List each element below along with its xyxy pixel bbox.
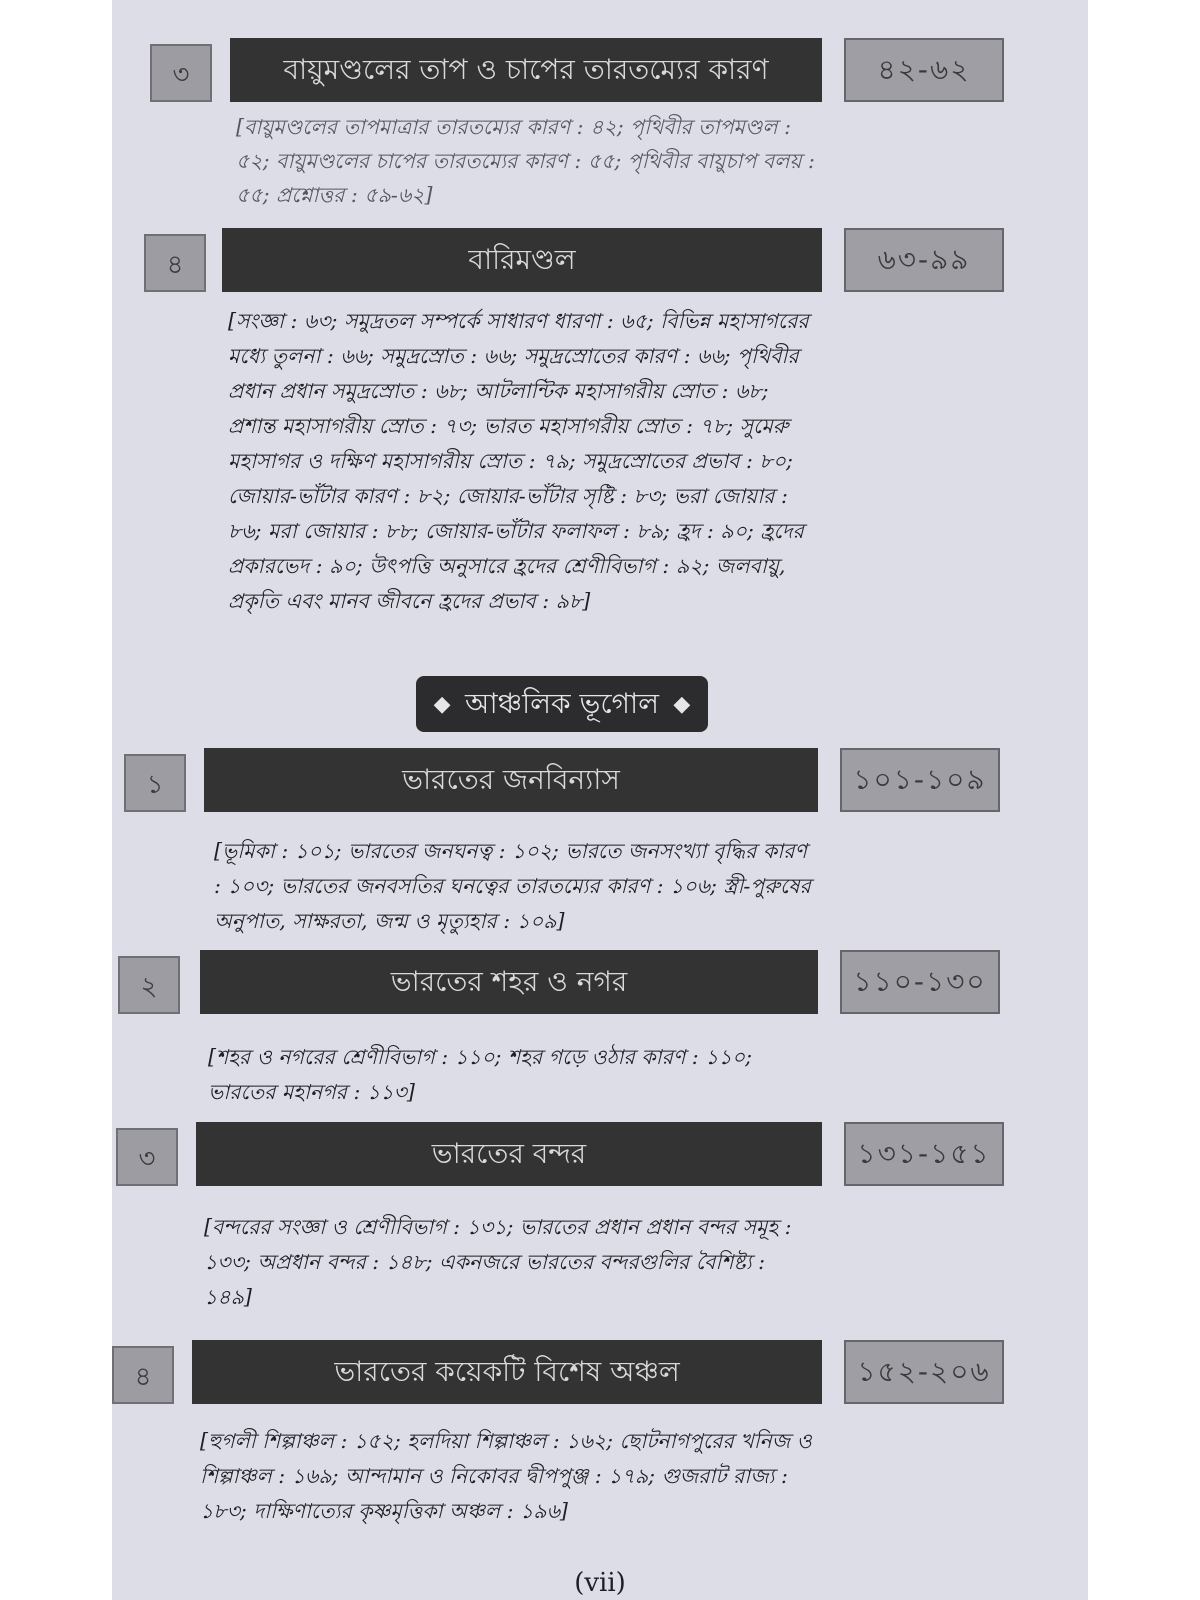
chapter-title[interactable]: ভারতের জনবিন্যাস	[204, 748, 818, 812]
section-divider-title: আঞ্চলিক ভূগোল	[465, 687, 659, 720]
page-number: (vii)	[574, 1568, 626, 1598]
chapter-number: ৩	[116, 1128, 178, 1186]
toc-entry	[112, 748, 1088, 933]
chapter-number: ১	[124, 754, 186, 812]
chapter-number: ৪	[112, 1346, 174, 1404]
page-range: ১০১-১০৯	[840, 748, 1000, 812]
chapter-contents: [হুগলী শিল্পাঞ্চল : ১৫২; হলদিয়া শিল্পাঞ্চল : ১৬২; ছোটনাগপুরের খনিজ ও শিল্পাঞ্চল : ১৬৯; আন্দামান ও নিকোবর দ্বীপপুঞ্জ : ১৭৯; গুজরাট রাজ্য : ১৮৩; দাক্ষিণাত্যের কৃষ্ণমৃত্তিকা অঞ্চল : ১৯৬]	[200, 1429, 812, 1523]
page-range: ১৩১-১৫১	[844, 1122, 1004, 1186]
toc-entry	[112, 950, 1088, 1104]
chapter-contents: [শহর ও নগরের শ্রেণীবিভাগ : ১১০; শহর গড়ে ওঠার কারণ : ১১০; ভারতের মহানগর : ১১৩]	[208, 1045, 753, 1104]
toc-page	[112, 0, 1088, 1600]
chapter-contents: [বায়ুমণ্ডলের তাপমাত্রার তারতম্যের কারণ : ৪২; পৃথিবীর তাপমণ্ডল : ৫২; বায়ুমণ্ডলের চাপের তারতম্যের কারণ : ৫৫; পৃথিবীর বায়ুচাপ বলয় : ৫৫; প্রশ্নোত্তর : ৫৯-৬২]	[236, 115, 815, 207]
page-range: ১১০-১৩০	[840, 950, 1000, 1014]
chapter-number: ২	[118, 956, 180, 1014]
chapter-contents: [বন্দরের সংজ্ঞা ও শ্রেণীবিভাগ : ১৩১; ভারতের প্রধান প্রধান বন্দর সমূহ : ১৩৩; অপ্রধান বন্দর : ১৪৮; একনজরে ভারতের বন্দরগুলির বৈশিষ্ট্য : ১৪৯]	[204, 1215, 792, 1309]
chapter-title[interactable]: বারিমণ্ডল	[222, 228, 822, 292]
section-divider	[416, 676, 708, 732]
page-range: ১৫২-২০৬	[844, 1340, 1004, 1404]
chapter-contents: [সংজ্ঞা : ৬৩; সমুদ্রতল সম্পর্কে সাধারণ ধারণা : ৬৫; বিভিন্ন মহাসাগরের মধ্যে তুলনা : ৬৬; সমুদ্রস্রোত : ৬৬; সমুদ্রস্রোতের কারণ : ৬৬; পৃথিবীর প্রধান প্রধান সমুদ্রস্রোত : ৬৮; আটলান্টিক মহাসাগরীয় স্রোত : ৬৮; প্রশান্ত মহাসাগরীয় স্রোত : ৭৩; ভারত মহাসাগরীয় স্রোত : ৭৮; সুমেরু মহাসাগর ও দক্ষিণ মহাসাগরীয় স্রোত : ৭৯; সমুদ্রস্রোতের প্রভাব : ৮০; জোয়ার-ভাঁটার কারণ : ৮২; জোয়ার-ভাঁটার সৃষ্টি : ৮৩; ভরা জোয়ার : ৮৬; মরা জোয়ার : ৮৮; জোয়ার-ভাঁটার ফলাফল : ৮৯; হ্রদ : ৯০; হ্রদের প্রকারভেদ : ৯০; উৎপত্তি অনুসারে হ্রদের শ্রেণীবিভাগ : ৯২; জলবায়ু, প্রকৃতি এবং মানব জীবনে হ্রদের প্রভাব : ৯৮]	[228, 309, 809, 613]
india-map-icon: ◆	[673, 692, 691, 717]
page-range: ৪২-৬২	[844, 38, 1004, 102]
toc-entry	[112, 228, 1088, 613]
chapter-title[interactable]: ভারতের শহর ও নগর	[200, 950, 818, 1014]
india-map-icon: ◆	[433, 692, 451, 717]
toc-entry	[112, 38, 1088, 207]
page-range: ৬৩-৯৯	[844, 228, 1004, 292]
toc-entry	[112, 1122, 1088, 1309]
chapter-number: ৩	[150, 44, 212, 102]
chapter-contents: [ভূমিকা : ১০১; ভারতের জনঘনত্ব : ১০২; ভারতে জনসংখ্যা বৃদ্ধির কারণ : ১০৩; ভারতের জনবসতির ঘনত্বের তারতম্যের কারণ : ১০৬; স্ত্রী-পুরুষের অনুপাত, সাক্ষরতা, জন্ম ও মৃত্যুহার : ১০৯]	[214, 839, 811, 933]
chapter-title[interactable]: ভারতের কয়েকটি বিশেষ অঞ্চল	[192, 1340, 822, 1404]
chapter-title[interactable]: বায়ুমণ্ডলের তাপ ও চাপের তারতম্যের কারণ	[230, 38, 822, 102]
chapter-number: ৪	[144, 234, 206, 292]
chapter-title[interactable]: ভারতের বন্দর	[196, 1122, 822, 1186]
toc-entry	[112, 1340, 1088, 1523]
